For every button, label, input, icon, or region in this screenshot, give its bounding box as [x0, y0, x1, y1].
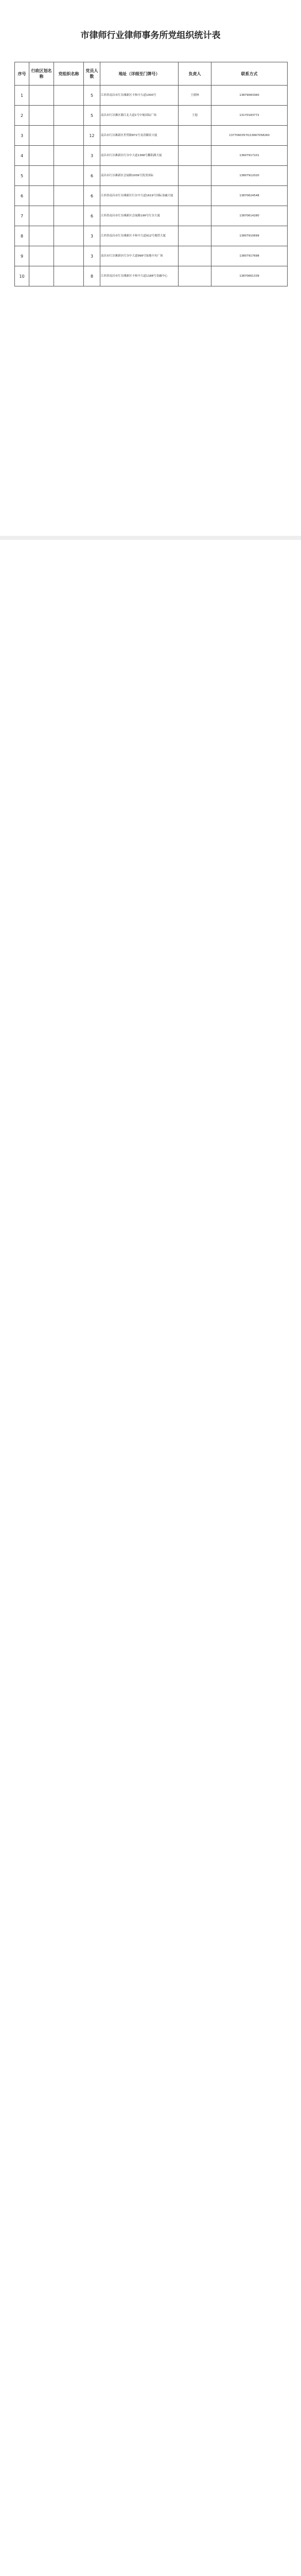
row-members: 6: [84, 206, 100, 226]
row-contact: 王德林: [179, 86, 211, 106]
row-address: 江西省南昌市红谷滩新区会展路199号红谷大厦: [100, 206, 179, 226]
row-phone: 13870624548: [211, 186, 288, 206]
row-org: [54, 86, 84, 106]
row-address: 江西省南昌市红谷滩新区丰和中大道1188号金融中心: [100, 266, 179, 286]
row-members: 3: [84, 226, 100, 246]
header-phone: 联系方式: [211, 62, 288, 86]
header-members: 党员人数: [84, 62, 100, 86]
row-org: [54, 206, 84, 226]
row-org: [54, 266, 84, 286]
table-row: [15, 246, 288, 266]
row-address: 南昌市红谷滩新区会展路1009号凯美国际: [100, 166, 179, 186]
row-address: 南昌市红谷滩新区红谷中大道1368号鄱阳湖大厦: [100, 146, 179, 166]
row-address: 江西省南昌市红谷滩新区丰和中大道1000号: [100, 86, 179, 106]
row-members: 3: [84, 246, 100, 266]
row-contact: [179, 146, 211, 166]
page-1: [0, 0, 301, 536]
statistics-table: [14, 62, 288, 286]
row-phone: 13879083360: [211, 86, 288, 106]
row-number: 3: [15, 126, 29, 146]
row-address: 江西省南昌市红谷滩新区红谷中大道1619号国际金融大厦: [100, 186, 179, 206]
row-district: [29, 186, 54, 206]
row-phone: 13170183772: [211, 106, 288, 126]
row-district: [29, 266, 54, 286]
row-contact: [179, 226, 211, 246]
table-row: [15, 106, 288, 126]
header-contact: 负责人: [179, 62, 211, 86]
row-org: [54, 106, 84, 126]
page-separator: [0, 536, 301, 540]
row-phone: 13807917698: [211, 246, 288, 266]
row-org: [54, 126, 84, 146]
row-contact: [179, 266, 211, 286]
row-district: [29, 126, 54, 146]
row-org: [54, 166, 84, 186]
row-address: 南昌市红谷滩新区世贸路872号金涛御景大厦: [100, 126, 179, 146]
row-phone: 13870661339: [211, 266, 288, 286]
table-row: [15, 206, 288, 226]
row-members: 6: [84, 166, 100, 186]
row-contact: 王旭: [179, 106, 211, 126]
page-title: 市律师行业律师事务所党组织统计表: [80, 30, 221, 41]
row-members: 8: [84, 266, 100, 286]
row-org: [54, 186, 84, 206]
row-phone: 13807910699: [211, 226, 288, 246]
row-members: 5: [84, 86, 100, 106]
row-district: [29, 86, 54, 106]
table-row: [15, 266, 288, 286]
row-address: 江西省南昌市红谷滩新区丰和中大道912号地铁大厦: [100, 226, 179, 246]
row-contact: [179, 206, 211, 226]
row-number: 6: [15, 186, 29, 206]
row-phone: 13807912020: [211, 166, 288, 186]
row-district: [29, 206, 54, 226]
row-phone: 13870614280: [211, 206, 288, 226]
row-district: [29, 146, 54, 166]
row-address: 南昌市红谷滩区赣江北大道1号中航国际广场: [100, 106, 179, 126]
row-number: 9: [15, 246, 29, 266]
row-number: 10: [15, 266, 29, 286]
row-district: [29, 106, 54, 126]
row-number: 1: [15, 86, 29, 106]
table-row: [15, 166, 288, 186]
row-contact: [179, 186, 211, 206]
header-no: 序号: [15, 62, 29, 86]
row-district: [29, 166, 54, 186]
row-number: 5: [15, 166, 29, 186]
table-row: [15, 146, 288, 166]
header-district: 行政区划名称: [29, 62, 54, 86]
row-contact: [179, 166, 211, 186]
table-row: [15, 226, 288, 246]
row-org: [54, 146, 84, 166]
row-members: 6: [84, 186, 100, 206]
table-header-row: [15, 62, 288, 86]
header-org: 党组织名称: [54, 62, 84, 86]
row-org: [54, 246, 84, 266]
row-number: 4: [15, 146, 29, 166]
row-phone: 13607917101: [211, 146, 288, 166]
row-members: 12: [84, 126, 100, 146]
row-number: 8: [15, 226, 29, 246]
table-row: [15, 186, 288, 206]
row-district: [29, 246, 54, 266]
header-address: 地址（详细至门牌号）: [100, 62, 179, 86]
row-contact: [179, 126, 211, 146]
row-address: 南昌市红谷滩新区红谷中大道998号绿地中央广场: [100, 246, 179, 266]
row-number: 2: [15, 106, 29, 126]
row-contact: [179, 246, 211, 266]
row-phone: 13770603570/13667058260: [211, 126, 288, 146]
table-row: [15, 126, 288, 146]
row-members: 3: [84, 146, 100, 166]
page-2-placeholder: [0, 540, 301, 2576]
row-org: [54, 226, 84, 246]
row-number: 7: [15, 206, 29, 226]
row-district: [29, 226, 54, 246]
row-members: 5: [84, 106, 100, 126]
table-row: [15, 86, 288, 106]
